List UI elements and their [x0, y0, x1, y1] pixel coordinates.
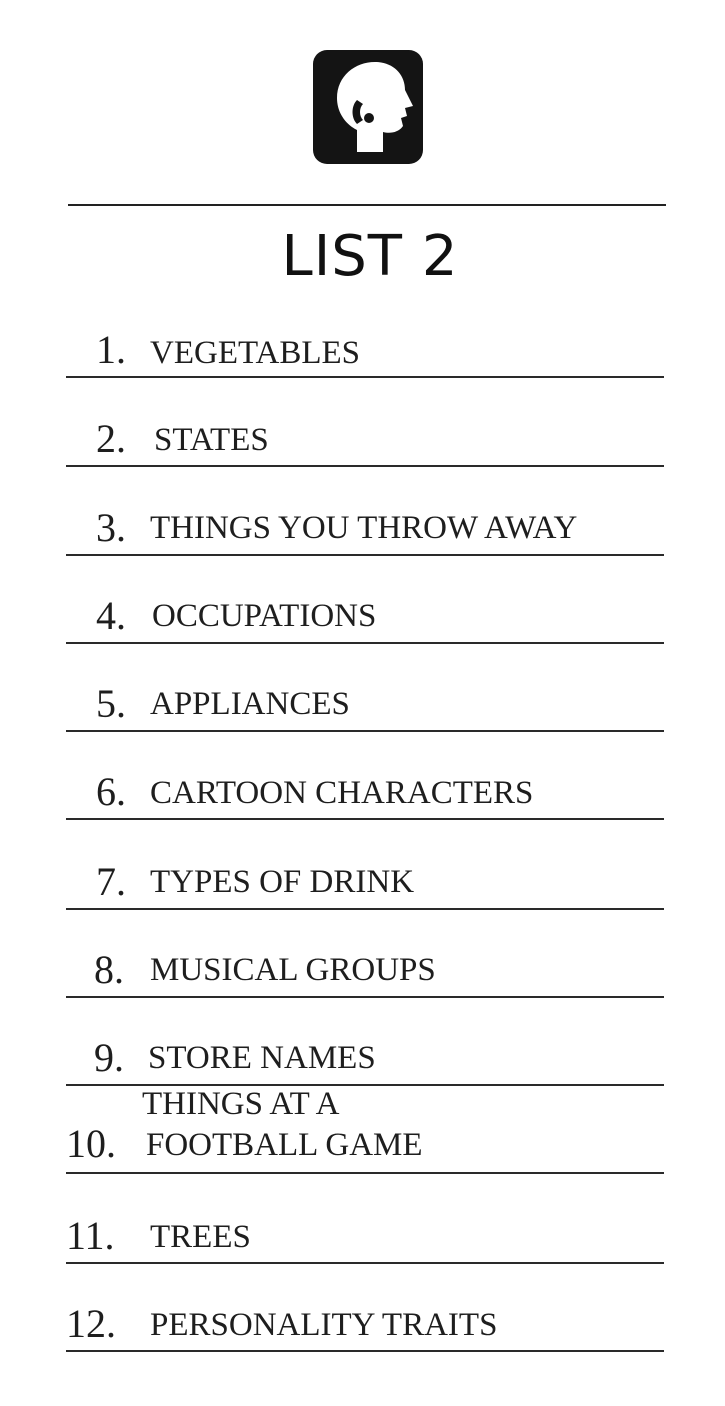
- list-item: [66, 1298, 664, 1352]
- list-item: [66, 944, 664, 998]
- list-item: [66, 413, 664, 467]
- item-label: VEGETABLES: [150, 335, 361, 371]
- item-number: 11.: [66, 1213, 115, 1258]
- item-number: 2.: [96, 416, 126, 461]
- item-number: 12.: [66, 1301, 116, 1346]
- item-label: TYPES OF DRINK: [150, 864, 415, 900]
- item-number: 6.: [96, 769, 126, 814]
- item-label: CARTOON CHARACTERS: [150, 775, 534, 811]
- list-item: [66, 590, 664, 644]
- item-number: 3.: [96, 505, 126, 550]
- item-label: STATES: [154, 422, 269, 458]
- item-number: 1.: [96, 327, 126, 372]
- item-label-line1: THINGS AT A: [142, 1086, 340, 1122]
- item-label: STORE NAMES: [148, 1040, 376, 1076]
- item-label: PERSONALITY TRAITS: [150, 1307, 498, 1343]
- list-item: [66, 856, 664, 910]
- list-item: [66, 1210, 664, 1264]
- item-label: MUSICAL GROUPS: [150, 952, 436, 988]
- list-item: [66, 1086, 664, 1174]
- list-item: [66, 1032, 664, 1086]
- item-number: 10.: [66, 1121, 116, 1166]
- list-item: [66, 324, 664, 378]
- item-label: APPLIANCES: [150, 686, 350, 722]
- list-item: [66, 678, 664, 732]
- item-number: 8.: [94, 947, 124, 992]
- list-item: [66, 502, 664, 556]
- item-number: 5.: [96, 681, 126, 726]
- item-label: THINGS YOU THROW AWAY: [150, 510, 578, 546]
- item-label: TREES: [150, 1219, 251, 1255]
- item-label: OCCUPATIONS: [152, 598, 377, 634]
- list-title: LIST 2: [281, 224, 459, 289]
- item-number: 7.: [96, 859, 126, 904]
- list-item: [66, 766, 664, 820]
- item-number: 9.: [94, 1035, 124, 1080]
- item-number: 4.: [96, 593, 126, 638]
- item-label-line2: FOOTBALL GAME: [146, 1127, 423, 1163]
